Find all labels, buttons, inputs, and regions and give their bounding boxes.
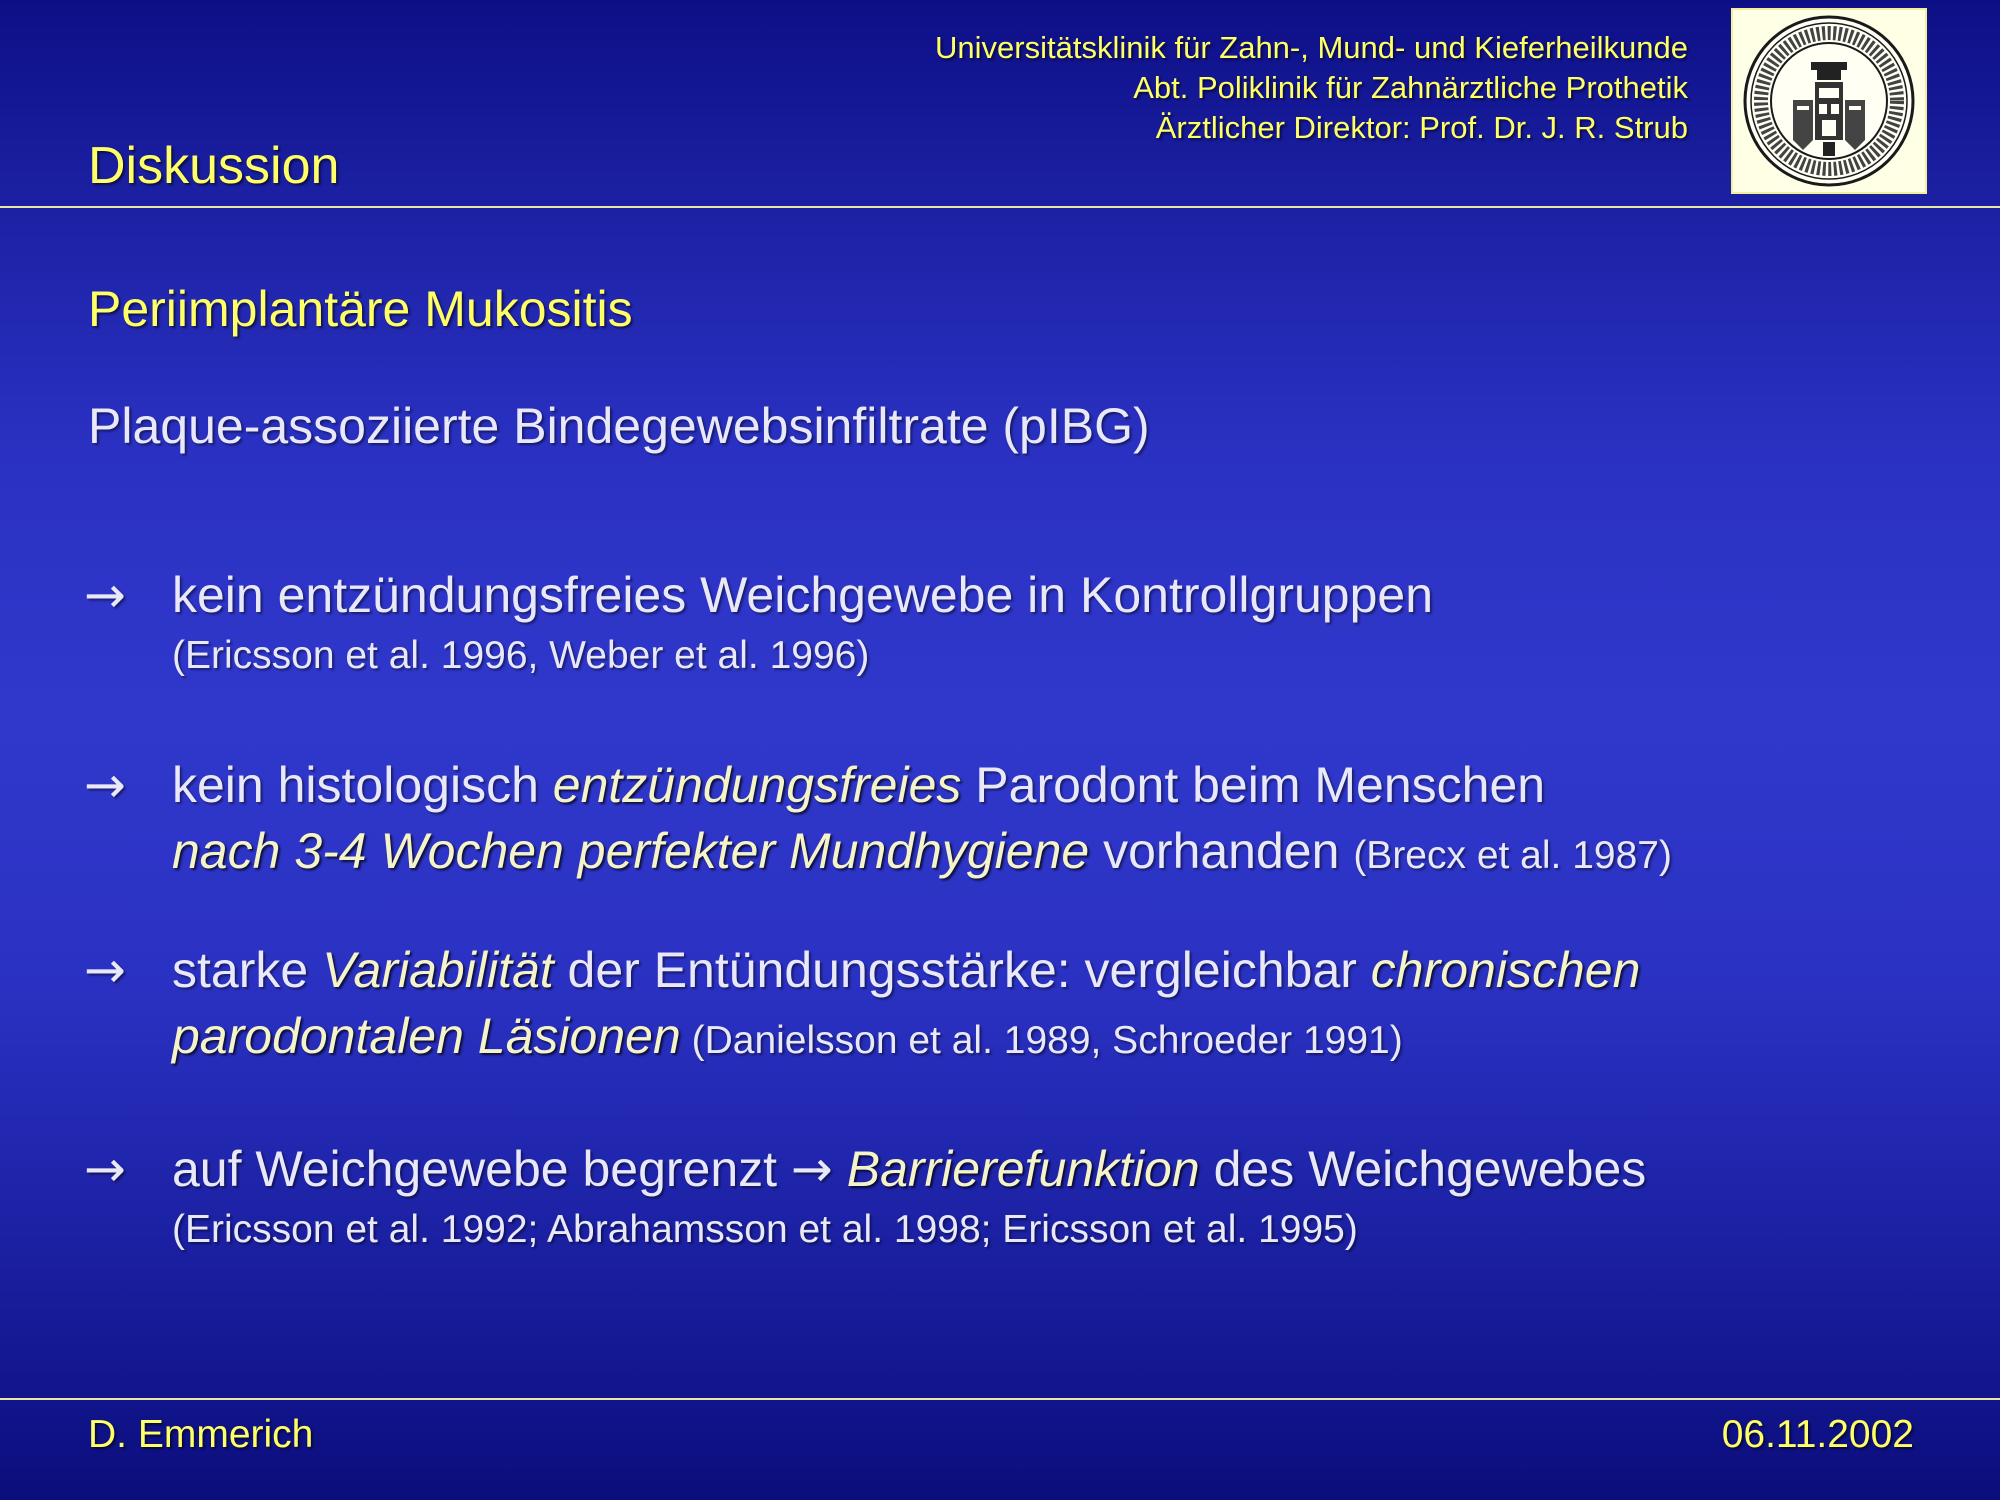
bullet-2-emphasis-2: nach 3-4 Wochen perfekter Mundhygiene: [172, 823, 1090, 879]
bullet-3-line-1: [172, 937, 1640, 1003]
slide-title: Diskussion: [88, 137, 340, 195]
bullet-1-citation: (Ericsson et al. 1996, Weber et al. 1996): [172, 634, 870, 677]
bullet-2-text-b: Parodont beim Menschen: [961, 757, 1546, 813]
bullet-2-text: [172, 752, 1672, 889]
bullet-2-text-a: kein histologisch: [172, 757, 553, 813]
institution-line-3: Ärztlicher Direktor: Prof. Dr. J. R. Strub: [1155, 110, 1688, 145]
bullet-4-line-1: [172, 1136, 1646, 1202]
bullet-2-citation: (Brecx et al. 1987): [1353, 834, 1672, 877]
bullet-3-text-a: starke: [172, 942, 323, 998]
bullet-2-text-c: vorhanden: [1089, 823, 1354, 879]
bullet-3-emphasis-3: parodontalen Läsionen: [172, 1008, 681, 1064]
arrow-icon: →: [84, 941, 126, 999]
arrow-icon: →: [84, 566, 126, 624]
bullet-1-line-1: kein entzündungsfreies Weichgewebe in Kontrollgruppen: [172, 567, 1434, 623]
bullet-4-text-b: des Weichgewebes: [1199, 1141, 1647, 1197]
bullet-4-text-a: auf Weichgewebe begrenzt: [172, 1141, 791, 1197]
bullet-4-text: [172, 1136, 1646, 1258]
bullet-3-emphasis-2: chronischen: [1370, 942, 1641, 998]
bullet-3-text: [172, 937, 1640, 1074]
inline-arrow-icon: →: [790, 1140, 833, 1198]
section-subtitle: Periimplantäre Mukositis: [88, 281, 633, 337]
bullet-3-citation: (Danielsson et al. 1989, Schroeder 1991): [680, 1019, 1403, 1062]
bullet-3-text-b: der Entündungsstärke: vergleichbar: [553, 942, 1371, 998]
university-seal-icon: [1731, 8, 1927, 194]
bullet-4-citation: (Ericsson et al. 1992; Abrahamsson et al. 1998; Ericsson et al. 1995): [172, 1208, 1358, 1251]
arrow-icon: →: [84, 1140, 126, 1198]
institution-line-2: Abt. Poliklinik für Zahnärztliche Prothetik: [1133, 70, 1688, 105]
institution-header: [935, 28, 1688, 148]
header-divider: [0, 206, 2000, 208]
footer-author: D. Emmerich: [88, 1413, 314, 1456]
bullet-2-line-2: [172, 818, 1672, 889]
topic-heading: Plaque-assoziierte Bindegewebsinfiltrate (pIBG): [88, 398, 1150, 454]
bullet-3-emphasis-1: Variabilität: [322, 942, 554, 998]
bullet-3-line-2: [172, 1003, 1640, 1074]
bullet-1-text: [172, 562, 1433, 684]
footer-divider: [0, 1398, 2000, 1400]
bullet-2-line-1: [172, 752, 1672, 818]
arrow-icon: →: [84, 756, 126, 814]
institution-line-1: Universitätsklinik für Zahn-, Mund- und Kieferheilkunde: [935, 30, 1688, 65]
bullet-4-emphasis: Barrierefunktion: [832, 1141, 1200, 1197]
footer-date: 06.11.2002: [1721, 1413, 1914, 1456]
bullet-2-emphasis-1: entzündungsfreies: [552, 757, 962, 813]
